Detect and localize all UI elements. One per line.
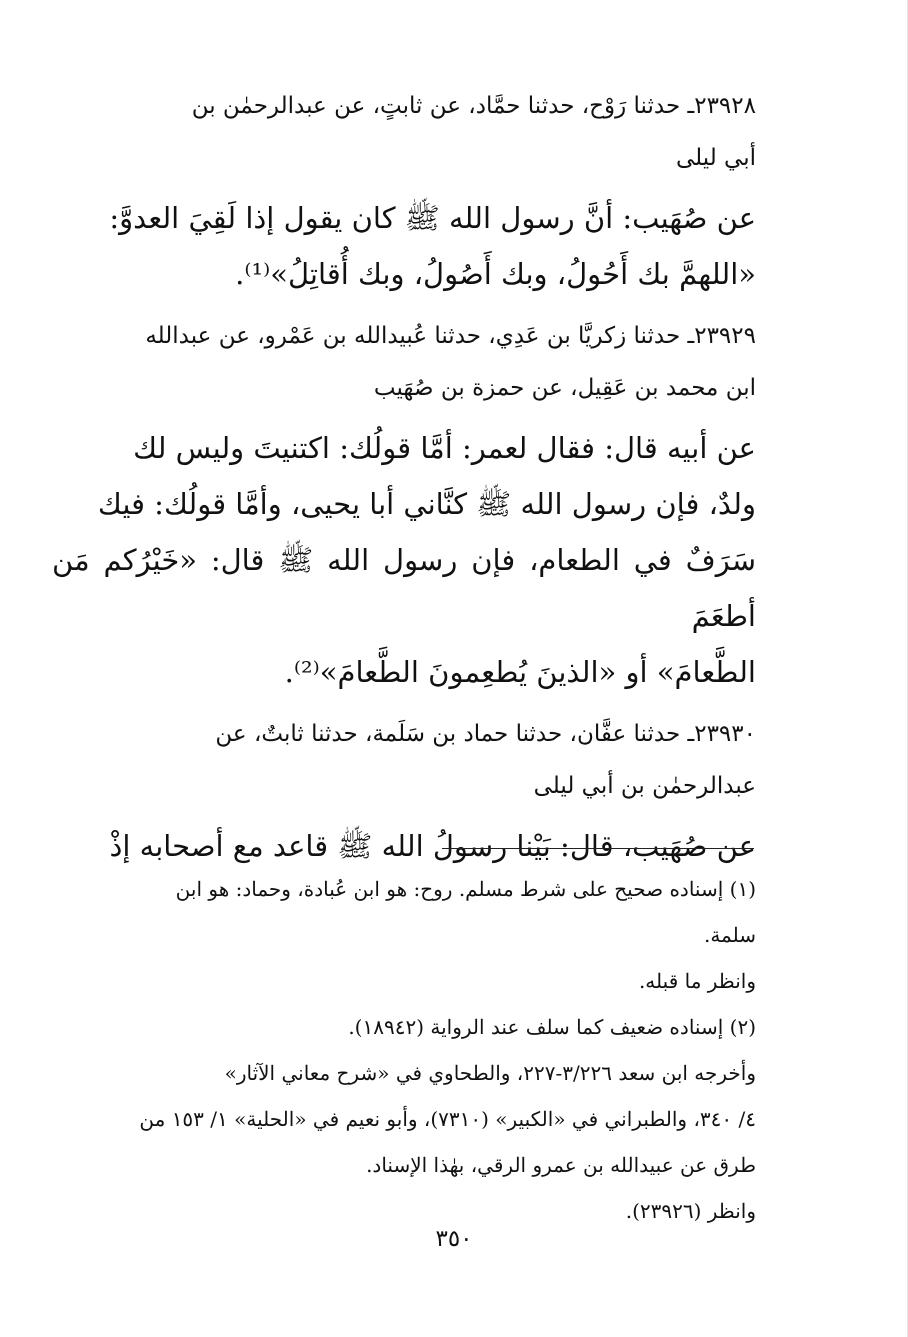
matn-line: عن أبيه قال: فقال لعمر: أمَّا قولُك: اكتنيتَ وليس لك: [133, 431, 756, 465]
matn-line: عن صُهَيب، قال: بَيْنا رسولُ الله ﷺ قاعد مع أصحابه إذْ: [109, 829, 756, 863]
matn-line: عن صُهَيب: أنَّ رسول الله ﷺ كان يقول إذا لَقِيَ العدوَّ:: [109, 201, 756, 235]
footnote-1: [52, 866, 756, 1004]
matn-line: سَرَفٌ في الطعام، فإن رسول الله ﷺ قال: «خَيْرُكم مَن أطعَمَ: [52, 543, 756, 633]
footnotes: [52, 866, 756, 1234]
isnad-line: ٢٣٩٢٨ـ حدثنا رَوْح، حدثنا حمَّاد، عن ثابتٍ، عن عبدالرحمٰن بن: [191, 93, 756, 119]
matn-line: ولدٌ، فإن رسول الله ﷺ كنَّاني أبا يحيى، وأمَّا قولُك: فيك: [97, 487, 756, 521]
hadith-23929-matn: [52, 420, 756, 700]
isnad-line: ابن محمد بن عَقِيل، عن حمزة بن صُهَيب: [373, 375, 756, 401]
hadith-23928-isnad: [52, 80, 756, 184]
isnad-line: ٢٣٩٢٩ـ حدثنا زكريَّا بن عَدِي، حدثنا عُبيدالله بن عَمْرو، عن عبدالله: [145, 323, 756, 349]
footnote-line: وأخرجه ابن سعد ٣/٢٢٦-٢٢٧، والطحاوي في «شرح معاني الآثار»: [224, 1061, 756, 1085]
hadith-23930-isnad: [52, 708, 756, 812]
footnote-line: (٢) إسناده ضعيف كما سلف عند الرواية (١٨٩٤٢).: [348, 1015, 756, 1039]
isnad-line: ٢٣٩٣٠ـ حدثنا عفَّان، حدثنا حماد بن سَلَمة، حدثنا ثابتٌ، عن: [215, 721, 756, 747]
hadith-23928-matn: [52, 190, 756, 302]
matn-line: «اللهمَّ بك أَحُولُ، وبك أَصُولُ، وبك أُقاتِلُ»⁽¹⁾.: [235, 257, 756, 291]
footnote-2: [52, 1004, 756, 1234]
isnad-line: عبدالرحمٰن بن أبي ليلى: [533, 773, 756, 799]
matn-line: الطَّعامَ» أو «الذينَ يُطعِمونَ الطَّعامَ»⁽²⁾.: [284, 655, 756, 689]
footnote-line: طرق عن عبيدالله بن عمرو الرقي، بهٰذا الإسناد.: [366, 1153, 756, 1177]
isnad-line: أبي ليلى: [675, 145, 756, 171]
footnote-line: سلمة.: [703, 923, 756, 947]
footnote-line: ٤/ ٣٤٠، والطبراني في «الكبير» (٧٣١٠)، وأبو نعيم في «الحلية» ١/ ١٥٣ من: [139, 1107, 756, 1131]
page-number: ٣٥٠: [435, 1226, 473, 1252]
footnote-line: وانظر ما قبله.: [638, 969, 756, 993]
footnote-divider: [442, 848, 754, 849]
footnote-line: وانظر (٢٣٩٢٦).: [625, 1199, 756, 1223]
hadith-23929-isnad: [52, 310, 756, 414]
footnote-line: (١) إسناده صحيح على شرط مسلم. روح: هو ابن عُبادة، وحماد: هو ابن: [175, 877, 756, 901]
